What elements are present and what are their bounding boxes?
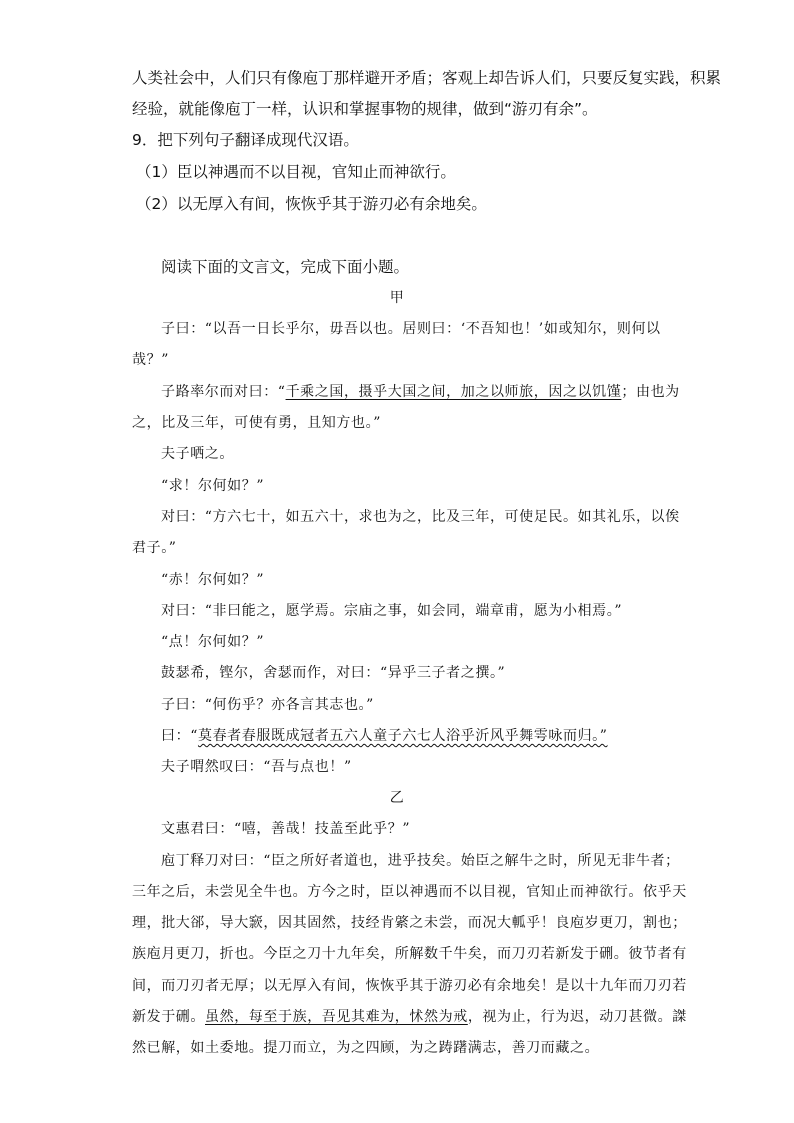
reading-prompt: 阅读下面的文言文，完成下面小题。 [161,258,410,276]
jia-p10: 子曰：“何伤乎？亦各言其志也。” [161,697,374,713]
jia-p1-line-2: 哉？” [132,352,169,368]
jia-p5-line-1: 对曰：“方六七十，如五六十，求也为之，比及三年，可使足民。如其礼乐，以俟 [161,509,680,525]
jia-p5-line-2: 君子。” [132,540,177,556]
jia-p7: 对曰：“非曰能之，愿学焉。宗庙之事，如会同，端章甫，愿为小相焉。” [161,603,623,619]
yi-p2-underlined: 虽然，每至于族，吾见其难为，怵然为戒 [205,1009,468,1025]
jia-p2-line-1 [161,381,680,401]
question-9-item-1: （1）臣以神遇而不以目视，官知止而神欲行。 [136,163,456,181]
jia-p2-text-a: 子路率尔而对曰：“ [161,384,286,400]
jia-p11-wavy-underlined: 莫春者春服既成冠者五六人童子六七人浴乎沂风乎舞雩咏而归。” [197,728,608,744]
yi-p2-text-a: 新发于硎。 [132,1009,205,1025]
jia-p6: “赤！尔何如？” [161,572,265,588]
yi-p2-line-5: 间，而刀刃者无厚；以无厚入有间，恢恢乎其于游刃必有余地矣！是以十九年而刀刃若 [132,978,687,994]
yi-p2-line-4: 族庖月更刀，折也。今臣之刀十九年矣，所解数千牛矣，而刀刃若新发于硎。彼节者有 [132,946,687,962]
jia-p2-line-2: 之，比及三年，可使有勇，且知方也。” [132,415,381,431]
question-9-title: 9．把下列句子翻译成现代汉语。 [132,131,359,149]
yi-p1: 文惠君曰：“嘻，善哉！技盖至此乎？” [161,821,411,837]
yi-p2-text-b: ，视为止，行为迟，动刀甚微。謋 [467,1009,687,1025]
yi-p2-line-1: 庖丁释刀对曰：“臣之所好者道也，进乎技矣。始臣之解牛之时，所见无非牛者； [161,853,680,869]
jia-p11 [161,725,608,745]
intro-line-2: 经验，就能像庖丁一样，认识和掌握事物的规律，做到“游刃有余”。 [132,100,598,118]
jia-p4: “求！尔何如？” [161,478,265,494]
jia-p1-line-1: 子曰：“以吾一日长乎尔，毋吾以也。居则曰：‘不吾知也！’如或知尔，则何以 [161,321,661,337]
jia-p2-text-b: ；由也为 [621,384,680,400]
jia-p8: “点！尔何如？” [161,634,265,650]
yi-p2-line-6 [132,1006,687,1026]
jia-p12: 夫子喟然叹曰：“吾与点也！” [161,759,352,775]
jia-p9: 鼓瑟希，铿尔，舍瑟而作，对曰：“异乎三子者之撰。” [161,665,506,681]
section-jia-heading: 甲 [389,290,405,306]
yi-p2-line-7: 然已解，如土委地。提刀而立，为之四顾，为之踌躇满志，善刀而藏之。 [132,1040,600,1056]
yi-p2-line-2: 三年之后，未尝见全牛也。方今之时，臣以神遇而不以目视，官知止而神欲行。依乎天 [132,884,687,900]
jia-p3: 夫子哂之。 [161,446,234,462]
jia-p11-text-a: 曰：“ [161,728,198,744]
section-yi-heading: 乙 [389,790,405,806]
intro-line-1: 人类社会中，人们只有像庖丁那样避开矛盾；客观上却告诉人们，只要反复实践，积累 [132,69,722,87]
jia-p2-underlined: 千乘之国，摄乎大国之间，加之以师旅，因之以饥馑 [285,384,622,400]
yi-p2-line-3: 理，批大郤，导大窾，因其固然，技经肯綮之未尝，而况大軱乎！良庖岁更刀，割也； [132,915,687,931]
question-9-item-2: （2）以无厚入有间，恢恢乎其于游刃必有余地矣。 [136,195,487,213]
